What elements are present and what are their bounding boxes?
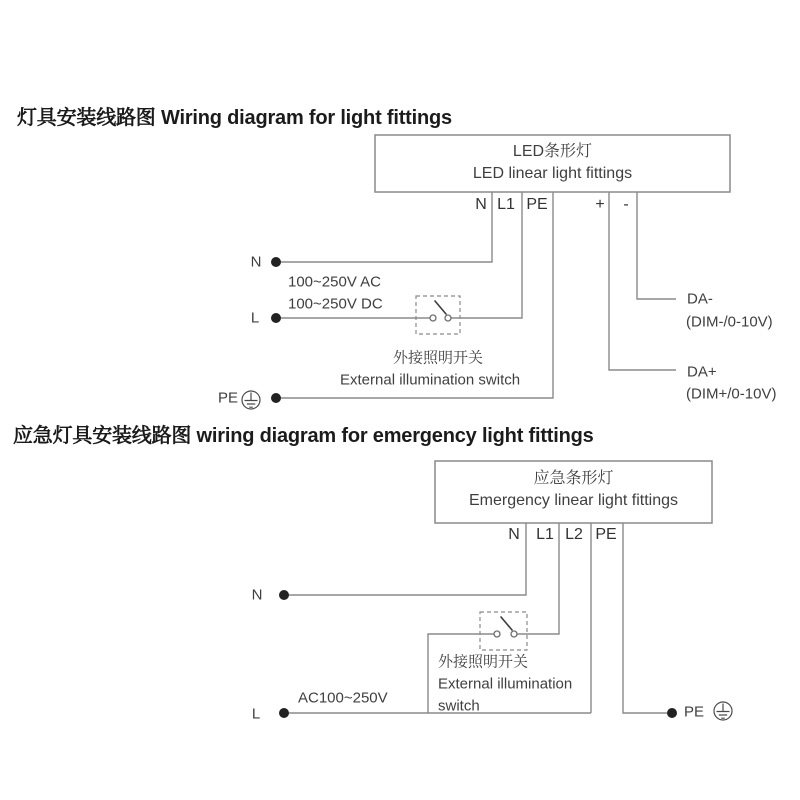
d1-box-title — [375, 141, 730, 185]
d1-terminal-plus: + — [595, 196, 605, 213]
d2-box-title-cn: 应急条形灯 — [533, 470, 614, 487]
d1-terminal-pe: PE — [526, 196, 548, 213]
junction-dot-icon — [271, 257, 281, 267]
d2-input-n-label: N — [251, 586, 263, 604]
protective-earth-ground-icon — [242, 391, 260, 409]
d2-wire-n — [284, 523, 526, 595]
d1-da-plus-label: DA+ — [687, 363, 717, 381]
d2-terminal-pe: PE — [595, 526, 617, 543]
d1-da-minus-note: (DIM-/0-10V) — [686, 313, 773, 331]
d1-input-n-label: N — [250, 253, 262, 271]
d1-da-minus-label: DA- — [687, 290, 713, 308]
d1-terminal-minus: - — [623, 196, 629, 213]
d2-input-l-label: L — [251, 705, 261, 723]
junction-dot-icon — [279, 708, 289, 718]
d2-voltage: AC100~250V — [298, 689, 388, 707]
d2-box-title-en: Emergency linear light fittings — [469, 492, 678, 509]
junction-dot-icon — [271, 313, 281, 323]
d2-switch-label-en1: External illumination — [438, 675, 573, 693]
diagram1-title: 灯具安装线路图 Wiring diagram for light fittings — [17, 107, 452, 129]
d2-terminal-n: N — [508, 526, 520, 543]
d1-switch-label-cn: 外接照明开关 — [393, 349, 484, 367]
d1-input-l-label: L — [250, 309, 260, 327]
d2-terminal-l2: L2 — [565, 526, 583, 543]
d2-box-title — [435, 468, 712, 512]
d2-terminal-l1: L1 — [536, 526, 554, 543]
d1-box-title-cn: LED条形灯 — [512, 143, 593, 160]
d2-output-pe-label: PE — [684, 703, 705, 721]
d1-voltage-ac: 100~250V AC — [288, 273, 381, 291]
protective-earth-ground-icon — [714, 702, 732, 720]
d1-wire-n — [276, 192, 492, 262]
open-switch-icon — [480, 612, 527, 650]
d2-switch-label-cn: 外接照明开关 — [438, 653, 529, 671]
d1-da-plus-note: (DIM+/0-10V) — [686, 385, 777, 403]
d2-switch-label-en2: switch — [438, 697, 480, 715]
d1-wire-da-plus — [609, 192, 676, 370]
d2-wire-pe — [623, 523, 667, 713]
junction-dot-icon — [271, 393, 281, 403]
d1-voltage-dc: 100~250V DC — [288, 295, 383, 313]
junction-dot-icon — [279, 590, 289, 600]
d1-terminal-l1: L1 — [497, 196, 515, 213]
open-switch-icon — [416, 296, 460, 334]
d1-input-pe-label: PE — [218, 389, 239, 407]
d1-wire-da-minus — [637, 192, 676, 299]
d1-box-title-en: LED linear light fittings — [472, 165, 633, 182]
diagram2-title: 应急灯具安装线路图 wiring diagram for emergency light fittings — [13, 425, 594, 447]
junction-dot-icon — [667, 708, 677, 718]
d1-terminal-n: N — [475, 196, 487, 213]
d1-switch-label-en: External illumination switch — [340, 371, 521, 389]
